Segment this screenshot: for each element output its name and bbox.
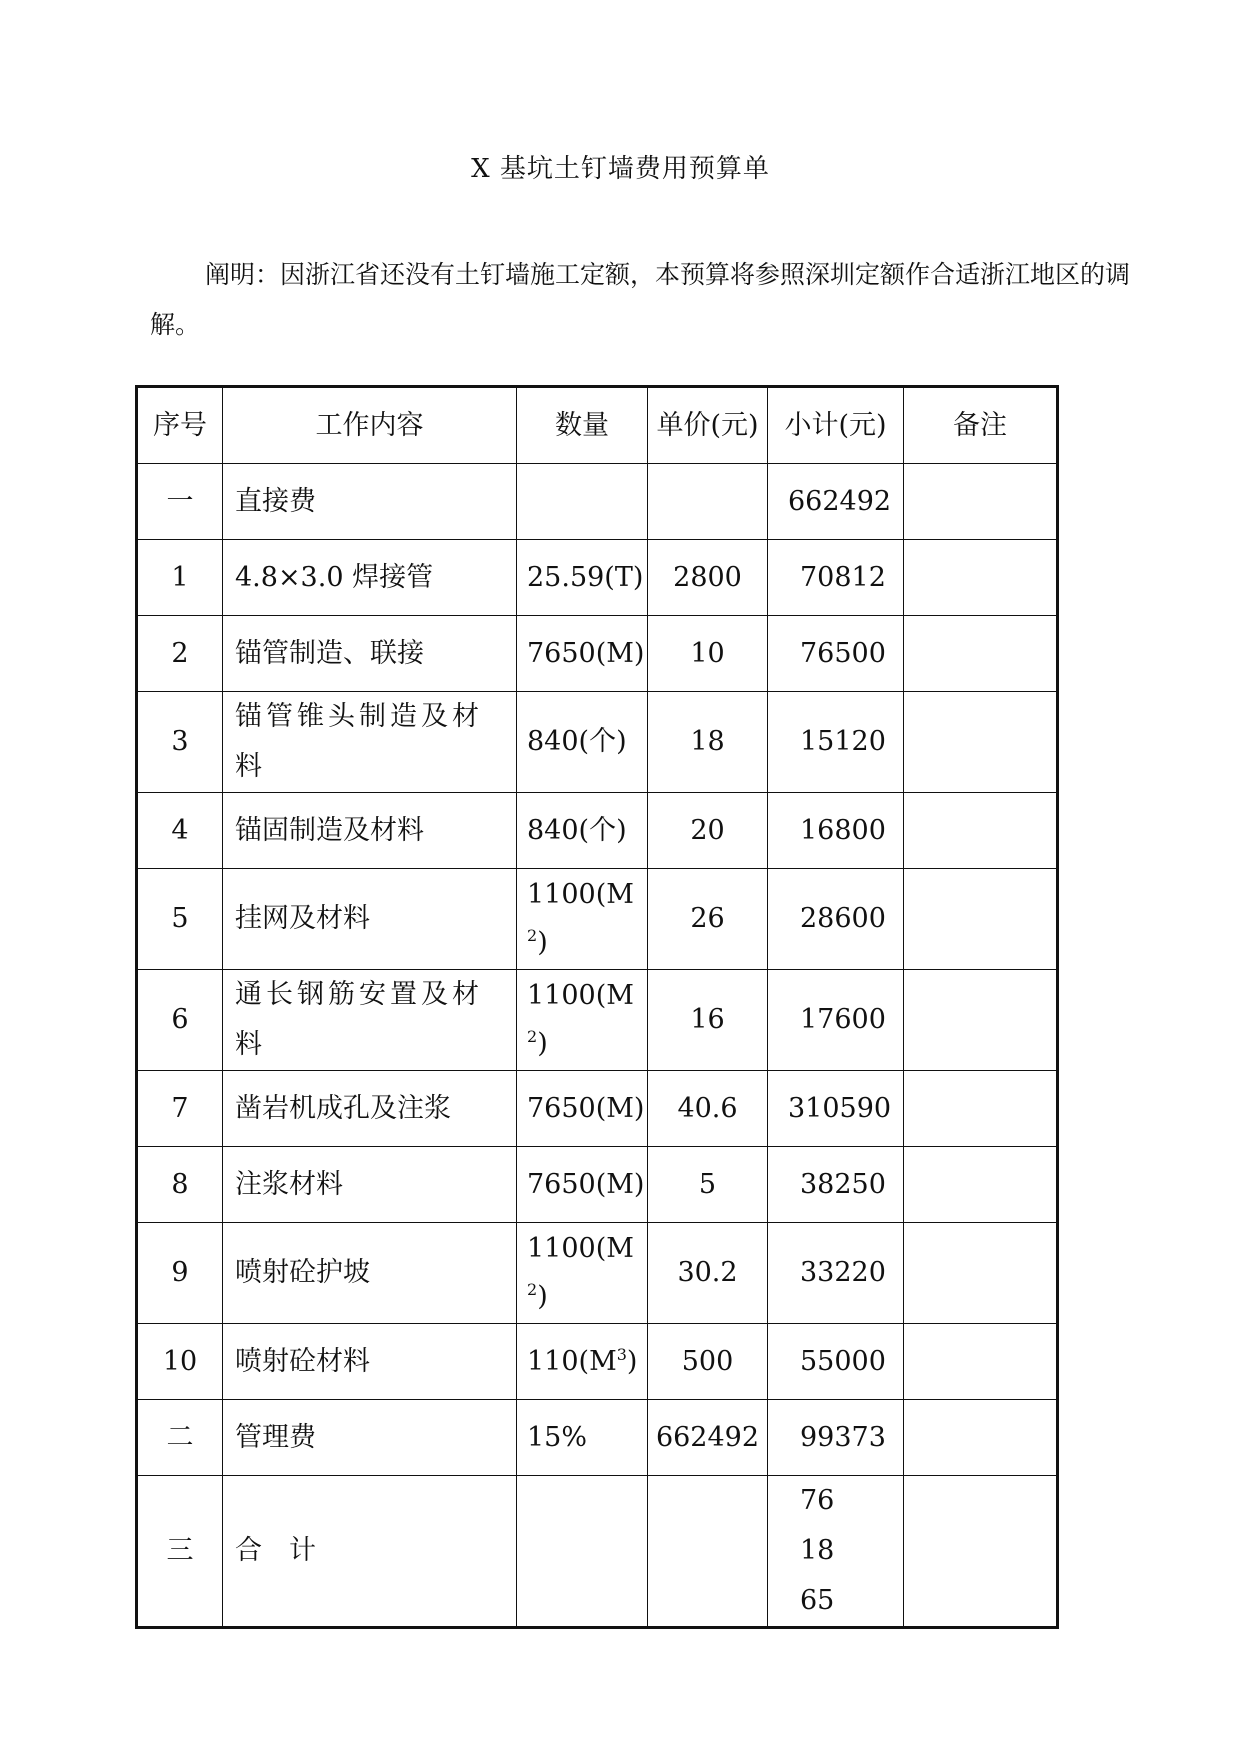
row-subtotal: 761865: [768, 1476, 904, 1628]
row-subtotal: 15120: [768, 692, 904, 793]
row-no: 三: [137, 1476, 223, 1628]
row-no: 7: [137, 1071, 223, 1147]
row-unit-price: [648, 1476, 768, 1628]
row-qty: [517, 1324, 648, 1400]
row-subtotal: 38250: [768, 1147, 904, 1223]
row-subtotal: 17600: [768, 970, 904, 1071]
row-qty: [517, 540, 648, 616]
row-qty: [517, 793, 648, 869]
row-remark: [904, 1324, 1058, 1400]
qty-value: 1100(M: [527, 980, 634, 1011]
header-qty: 数量: [517, 387, 648, 464]
row-no: 5: [137, 869, 223, 970]
header-remark: 备注: [904, 387, 1058, 464]
row-unit-price: 662492: [648, 1400, 768, 1476]
qty-unit-exponent: 2: [527, 1027, 538, 1046]
row-content: 锚管制造、联接: [223, 616, 517, 692]
row-remark: [904, 1223, 1058, 1324]
row-content: 管理费: [223, 1400, 517, 1476]
row-remark: [904, 970, 1058, 1071]
table-row: [137, 1400, 1058, 1476]
table-body: [137, 464, 1058, 1628]
qty-tail: ): [537, 1028, 548, 1059]
qty-value: 840(个): [527, 726, 627, 757]
row-unit-price: 18: [648, 692, 768, 793]
row-subtotal: 28600: [768, 869, 904, 970]
row-subtotal: 662492: [768, 464, 904, 540]
row-qty: [517, 1147, 648, 1223]
row-content: 通长钢筋安置及材料: [223, 970, 517, 1071]
row-no: 8: [137, 1147, 223, 1223]
row-qty: [517, 1400, 648, 1476]
row-unit-price: 30.2: [648, 1223, 768, 1324]
row-qty: [517, 616, 648, 692]
row-unit-price: 20: [648, 793, 768, 869]
row-subtotal: 310590: [768, 1071, 904, 1147]
row-no: 4: [137, 793, 223, 869]
budget-table: [135, 385, 1059, 1629]
row-remark: [904, 464, 1058, 540]
row-subtotal: 55000: [768, 1324, 904, 1400]
row-no: 3: [137, 692, 223, 793]
header-no: 序号: [137, 387, 223, 464]
row-content: 锚固制造及材料: [223, 793, 517, 869]
row-qty: [517, 1476, 648, 1628]
row-content: 直接费: [223, 464, 517, 540]
row-no: 6: [137, 970, 223, 1071]
row-unit-price: 26: [648, 869, 768, 970]
row-content: 合 计: [223, 1476, 517, 1628]
table-header-row: [137, 387, 1058, 464]
row-unit-price: 16: [648, 970, 768, 1071]
row-content: 锚管锥头制造及材料: [223, 692, 517, 793]
row-no: 一: [137, 464, 223, 540]
row-subtotal: 99373: [768, 1400, 904, 1476]
row-qty: [517, 970, 648, 1071]
row-subtotal: 76500: [768, 616, 904, 692]
explanation-note: 阐明：因浙江省还没有土钉墙施工定额，本预算将参照深圳定额作合适浙江地区的调解。: [150, 260, 1131, 339]
row-unit-price: [648, 464, 768, 540]
row-subtotal: 70812: [768, 540, 904, 616]
row-qty: [517, 869, 648, 970]
row-remark: [904, 869, 1058, 970]
qty-value: 1100(M: [527, 879, 634, 910]
qty-value: 1100(M: [527, 1233, 634, 1264]
row-content: 凿岩机成孔及注浆: [223, 1071, 517, 1147]
table-row: [137, 1476, 1058, 1628]
row-content: 喷射砼材料: [223, 1324, 517, 1400]
row-qty: [517, 464, 648, 540]
header-subtotal: 小计(元): [768, 387, 904, 464]
row-remark: [904, 1147, 1058, 1223]
row-remark: [904, 692, 1058, 793]
document-title: X 基坑土钉墙费用预算单: [471, 154, 770, 184]
row-unit-price: 10: [648, 616, 768, 692]
row-remark: [904, 1071, 1058, 1147]
row-no: 2: [137, 616, 223, 692]
qty-value: 7650(M): [527, 637, 645, 669]
table-row: [137, 1223, 1058, 1324]
row-subtotal: 33220: [768, 1223, 904, 1324]
table-row: [137, 540, 1058, 616]
qty-tail: ): [537, 1281, 548, 1312]
qty-unit-exponent: 2: [527, 1280, 538, 1299]
row-qty: [517, 1223, 648, 1324]
header-content: 工作内容: [223, 387, 517, 464]
row-subtotal: 16800: [768, 793, 904, 869]
row-qty: [517, 1071, 648, 1147]
table-row: [137, 793, 1058, 869]
row-no: 10: [137, 1324, 223, 1400]
row-no: 1: [137, 540, 223, 616]
table-row: [137, 869, 1058, 970]
row-content: 4.8×3.0 焊接管: [223, 540, 517, 616]
qty-tail: ): [626, 1345, 638, 1377]
row-remark: [904, 793, 1058, 869]
row-qty: [517, 692, 648, 793]
qty-unit-exponent: 2: [527, 926, 538, 945]
qty-value: 25.59(T): [527, 561, 644, 593]
row-unit-price: 5: [648, 1147, 768, 1223]
table-row: [137, 464, 1058, 540]
table-row: [137, 692, 1058, 793]
row-unit-price: 40.6: [648, 1071, 768, 1147]
qty-value: 15%: [527, 1421, 588, 1453]
table-row: [137, 616, 1058, 692]
row-remark: [904, 1400, 1058, 1476]
row-content: 喷射砼护坡: [223, 1223, 517, 1324]
row-content: 挂网及材料: [223, 869, 517, 970]
qty-value: 7650(M): [527, 1168, 645, 1200]
row-unit-price: 500: [648, 1324, 768, 1400]
table-row: [137, 1147, 1058, 1223]
qty-value: 7650(M): [527, 1092, 645, 1124]
qty-tail: ): [537, 927, 548, 958]
qty-value: 110(M: [527, 1345, 617, 1377]
row-no: 9: [137, 1223, 223, 1324]
header-unit-price: 单价(元): [648, 387, 768, 464]
table-row: [137, 970, 1058, 1071]
row-unit-price: 2800: [648, 540, 768, 616]
row-no: 二: [137, 1400, 223, 1476]
row-remark: [904, 616, 1058, 692]
table-row: [137, 1071, 1058, 1147]
row-content: 注浆材料: [223, 1147, 517, 1223]
row-remark: [904, 1476, 1058, 1628]
qty-unit-exponent: 3: [616, 1344, 627, 1364]
qty-value: 840(个): [527, 814, 627, 846]
table-row: [137, 1324, 1058, 1400]
row-remark: [904, 540, 1058, 616]
